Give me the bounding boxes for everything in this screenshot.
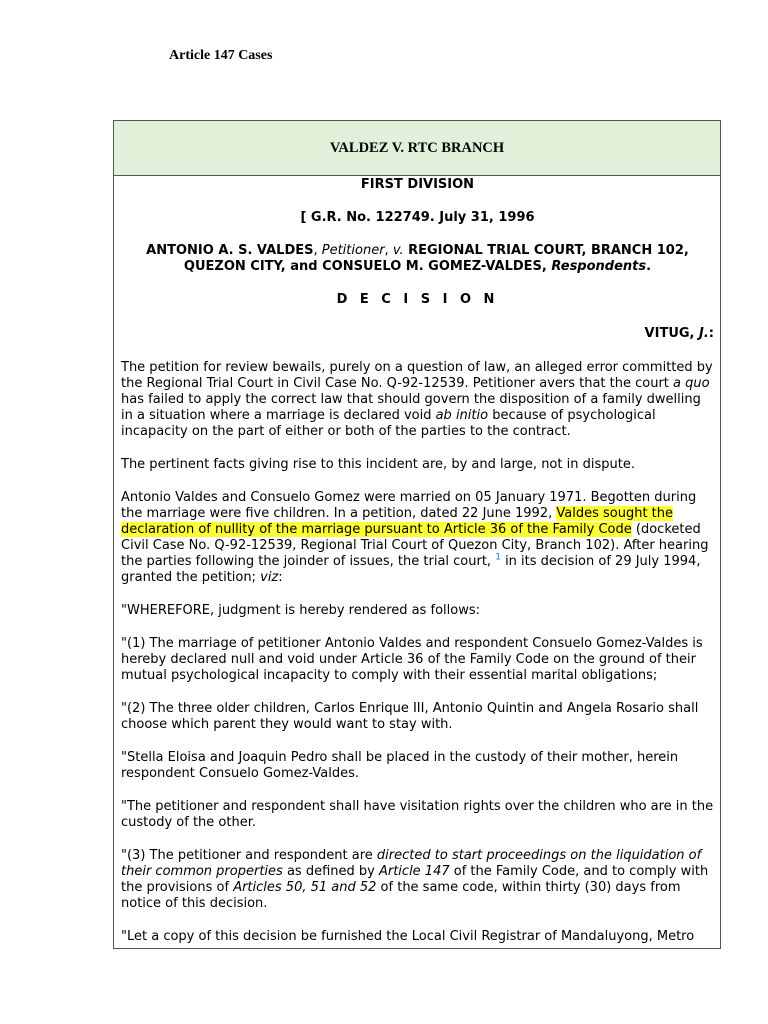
ponente-title: J.: [699, 326, 709, 341]
paragraph-9-italic-articles: Articles 50, 51 and 52: [233, 880, 377, 895]
paragraph-9: [121, 848, 714, 912]
case-box: [113, 120, 721, 949]
paragraph-9-italic-directive: directed to start proceedings on the liquidation of their common properties: [121, 848, 702, 879]
document-title: Article 147 Cases: [169, 48, 273, 63]
petitioner-role: Petitioner: [321, 243, 385, 258]
division-heading: FIRST DIVISION: [360, 177, 475, 192]
paragraph-9-text-e: of the Family Code, and to comply with the provisions of: [121, 864, 709, 895]
paragraph-9-text-c: as defined by: [282, 864, 379, 879]
paragraph-8: "The petitioner and respondent shall have visitation rights over the children who are in the custody of the other.: [121, 799, 714, 830]
paragraph-3-text-e: :: [278, 570, 283, 585]
paragraph-1-text-a: The petition for review bewails, purely on a question of law, an alleged error committed by the Regional Trial Court in Civil Case No. Q-92-12539. Petitioner avers that the court: [121, 360, 713, 391]
paragraph-1-italic-a-quo: a quo: [673, 376, 710, 391]
decision-heading: D E C I S I O N: [336, 292, 499, 307]
paragraph-9-text-g: of the same code, within thirty (30) days from notice of this decision.: [121, 880, 681, 911]
paragraph-9-text-a: "(3) The petitioner and respondent are: [121, 848, 377, 863]
ponente-suffix: :: [708, 326, 714, 341]
footnote-link[interactable]: 1: [495, 552, 501, 563]
paragraph-3-italic-viz: viz: [260, 570, 279, 585]
case-header: [114, 121, 720, 176]
highlighted-text: Valdes sought the declaration of nullity of the marriage pursuant to Article 36 of the Family Code: [121, 506, 674, 537]
ponente-name: VITUG,: [644, 326, 700, 341]
respondent-role: Respondents: [551, 259, 647, 274]
paragraph-1-text-c: has failed to apply the correct law that should govern the disposition of a family dwelling in a situation where a marriage is declared void: [121, 392, 701, 423]
paragraph-3-text-a: Antonio Valdes and Consuelo Gomez were married on 05 January 1971. Begotten during the marriage were five children. In a petition, dated 22 June 1992,: [121, 490, 697, 521]
paragraph-7: "Stella Eloisa and Joaquin Pedro shall be placed in the custody of their mother, herein respondent Consuelo Gomez-Valdes.: [121, 750, 679, 781]
paragraph-6: "(2) The three older children, Carlos Enrique III, Antonio Quintin and Angela Rosario shall choose which parent they would want to stay with.: [121, 701, 699, 732]
respondent-names: REGIONAL TRIAL COURT, BRANCH 102, QUEZON CITY, and CONSUELO M. GOMEZ-VALDES: [183, 243, 689, 274]
paragraph-3-text-c: in its decision of 29 July 1994, granted the petition;: [121, 554, 701, 585]
paragraph-9-italic-article-147: Article 147: [378, 864, 450, 879]
paragraph-10: "Let a copy of this decision be furnished the Local Civil Registrar of Mandaluyong, Metro: [121, 929, 695, 944]
case-body: [114, 177, 720, 945]
case-header-title: VALDEZ V. RTC BRANCH: [329, 139, 505, 156]
paragraph-5: "(1) The marriage of petitioner Antonio Valdes and respondent Consuelo Gomez-Valdes is hereby declared null and void under Article 36 of the Family Code on the ground of their mutual psychological incapacity to comply with their essential marital obligations;: [121, 636, 703, 683]
versus-text: v.: [392, 243, 404, 258]
paragraph-1: [121, 360, 714, 440]
ponente: [121, 326, 714, 342]
paragraph-3-text-b: (docketed Civil Case No. Q-92-12539, Regional Trial Court of Quezon City, Branch 102). After hearing the parties following the joinder of issues, the trial court,: [121, 522, 709, 569]
paragraph-4: "WHEREFORE, judgment is hereby rendered as follows:: [121, 603, 481, 618]
paragraph-2: The pertinent facts giving rise to this incident are, by and large, not in dispute.: [121, 457, 635, 472]
gr-number: [ G.R. No. 122749. July 31, 1996: [300, 210, 535, 225]
case-parties: ANTONIO A. S. VALDES, Petitioner, v. REGIONAL TRIAL COURT, BRANCH 102, QUEZON CITY, and CONSUELO M. GOMEZ-VALDES, Respondents.: [146, 243, 689, 274]
petitioner-name: ANTONIO A. S. VALDES: [146, 243, 314, 258]
paragraph-3: [121, 490, 714, 586]
paragraph-1-italic-ab-initio: ab initio: [435, 408, 489, 423]
paragraph-1-text-e: because of psychological incapacity on the part of either or both of the parties to the contract.: [121, 408, 656, 439]
